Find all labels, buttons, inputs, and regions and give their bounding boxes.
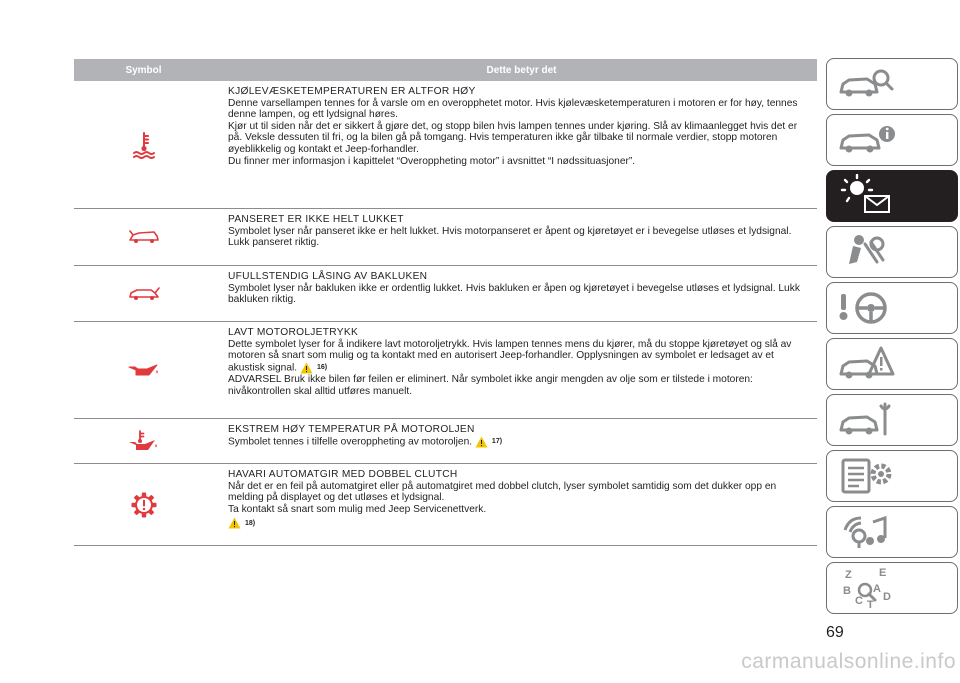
row-title: PANSERET ER IKKE HELT LUKKET bbox=[228, 214, 404, 225]
warning-triangle-icon bbox=[228, 517, 241, 529]
row-text: Du finner mer informasjon i kapittelet “Overoppheting motor” i avsnittet “I nødssituasjoner”. bbox=[228, 155, 636, 167]
svg-text:B: B bbox=[843, 585, 851, 597]
steering-wheel-start-icon bbox=[837, 288, 897, 328]
multimedia-icon bbox=[837, 512, 897, 552]
watermark: carmanualsonline.info bbox=[741, 650, 956, 673]
row-text: Kjør ut til siden når det er sikkert å gjøre det, og stopp bilen hvis lampen tennes under kjøring. Slå av klimaanlegget hvis det er på. Veksle dessuten til fri, og la bilen gå på tomgang. Hvis temperaturen ikke går tilbake til normale verdier, stopp motoren øyeblikkelig og kontakt et Jeep-forhandler. bbox=[228, 120, 798, 155]
row-title: EKSTREM HØY TEMPERATUR PÅ MOTOROLJEN bbox=[228, 424, 475, 435]
row-title: HAVARI AUTOMATGIR MED DOBBEL CLUTCH bbox=[228, 469, 458, 480]
car-search-icon bbox=[837, 64, 897, 104]
warning-triangle-icon bbox=[475, 436, 488, 448]
airbag-safety-icon bbox=[837, 232, 897, 272]
header-symbol: Symbol bbox=[125, 64, 162, 76]
svg-text:D: D bbox=[883, 591, 891, 603]
warning-lights-table bbox=[74, 59, 817, 546]
table-row bbox=[74, 464, 817, 546]
row-text: Dette symbolet lyser for å indikere lavt motoroljetrykk. Hvis lampen tennes mens du kjører, må du stoppe kjøretøyet og slå av motoren så snart som mulig og ta kontakt med en autorisert Jeep-forhandler. Opplysningen av symbolet er ledsaget av et akustisk signal. bbox=[228, 338, 792, 374]
table-header bbox=[74, 59, 817, 81]
row-title: KJØLEVÆSKETEMPERATUREN ER ALTFOR HØY bbox=[228, 86, 476, 97]
oil-pressure-icon bbox=[127, 362, 161, 378]
row-text: Denne varsellampen tennes for å varsle om en overopphetet motor. Hvis kjølevæsketemperaturen i motoren er for høy, tennes denne lampen, og ett lydsignal høres. bbox=[228, 97, 798, 121]
row-title: UFULLSTENDIG LÅSING AV BAKLUKEN bbox=[228, 271, 428, 282]
warning-number: 17) bbox=[491, 437, 503, 445]
row-text: Symbolet lyser når bakluken ikke er ordentlig lukket. Hvis bakluken er åpen og kjøretøyet i bevegelse utløses et lydsignal. Lukk bakluken riktig. bbox=[228, 282, 800, 306]
table-row bbox=[74, 266, 817, 322]
warning-number: 16) bbox=[316, 363, 328, 371]
car-emergency-icon bbox=[837, 344, 897, 384]
car-info-icon bbox=[837, 120, 897, 160]
tab-servicing[interactable] bbox=[826, 394, 958, 446]
svg-text:T: T bbox=[867, 599, 874, 610]
svg-text:Z: Z bbox=[845, 569, 852, 581]
row-text: Ta kontakt så snart som mulig med Jeep Servicenettverk. bbox=[228, 503, 487, 515]
tab-index[interactable] bbox=[826, 562, 958, 614]
car-maintenance-icon bbox=[837, 400, 897, 440]
hood-open-icon bbox=[127, 229, 161, 245]
warning-reference bbox=[475, 436, 502, 448]
tab-multimedia[interactable] bbox=[826, 506, 958, 558]
row-text: Symbolet lyser når panseret ikke er helt lukket. Hvis motorpanseret er åpent og kjøretøyet er i bevegelse utløses et lydsignal. Lukk panseret riktig. bbox=[228, 225, 792, 249]
header-meaning: Dette betyr det bbox=[486, 64, 557, 76]
tailgate-open-icon bbox=[127, 286, 161, 302]
table-row bbox=[74, 81, 817, 209]
tab-starting-driving[interactable] bbox=[826, 282, 958, 334]
row-text: Når det er en feil på automatgiret eller på automatgiret med dobbel clutch, lyser symbolet samtidig som det dukker opp en melding på displayet og det utløses et lydsignal. bbox=[228, 480, 777, 504]
row-text: Symbolet tennes i tilfelle overoppheting av motoroljen. bbox=[228, 436, 473, 448]
warning-lights-messages-icon bbox=[837, 174, 897, 218]
page-number: 69 bbox=[826, 624, 844, 641]
svg-text:C: C bbox=[855, 595, 863, 607]
index-icon bbox=[837, 566, 897, 610]
table-row bbox=[74, 322, 817, 419]
table-row bbox=[74, 419, 817, 464]
tab-safety[interactable] bbox=[826, 226, 958, 278]
table-row bbox=[74, 209, 817, 266]
transmission-fault-icon bbox=[131, 492, 157, 518]
warning-number: 18) bbox=[245, 519, 256, 527]
tab-knowing-your-vehicle[interactable] bbox=[826, 58, 958, 110]
svg-text:E: E bbox=[879, 567, 887, 579]
row-text: ADVARSEL Bruk ikke bilen før feilen er eliminert. Når symbolet ikke angir mengden av olje som er tilstede i motoren: nivåkontrollen skal alltid utføres manuelt. bbox=[228, 374, 753, 397]
svg-text:A: A bbox=[873, 583, 881, 595]
warning-reference bbox=[228, 517, 255, 529]
row-title: LAVT MOTOROLJETRYKK bbox=[228, 327, 359, 338]
tab-warning-lights[interactable] bbox=[826, 170, 958, 222]
oil-temperature-icon bbox=[127, 430, 161, 452]
technical-data-icon bbox=[837, 456, 897, 496]
warning-reference bbox=[300, 362, 327, 374]
tab-dashboard[interactable] bbox=[826, 114, 958, 166]
warning-triangle-icon bbox=[300, 362, 313, 374]
coolant-temperature-icon bbox=[132, 131, 156, 159]
tab-emergency[interactable] bbox=[826, 338, 958, 390]
tab-technical-specifications[interactable] bbox=[826, 450, 958, 502]
